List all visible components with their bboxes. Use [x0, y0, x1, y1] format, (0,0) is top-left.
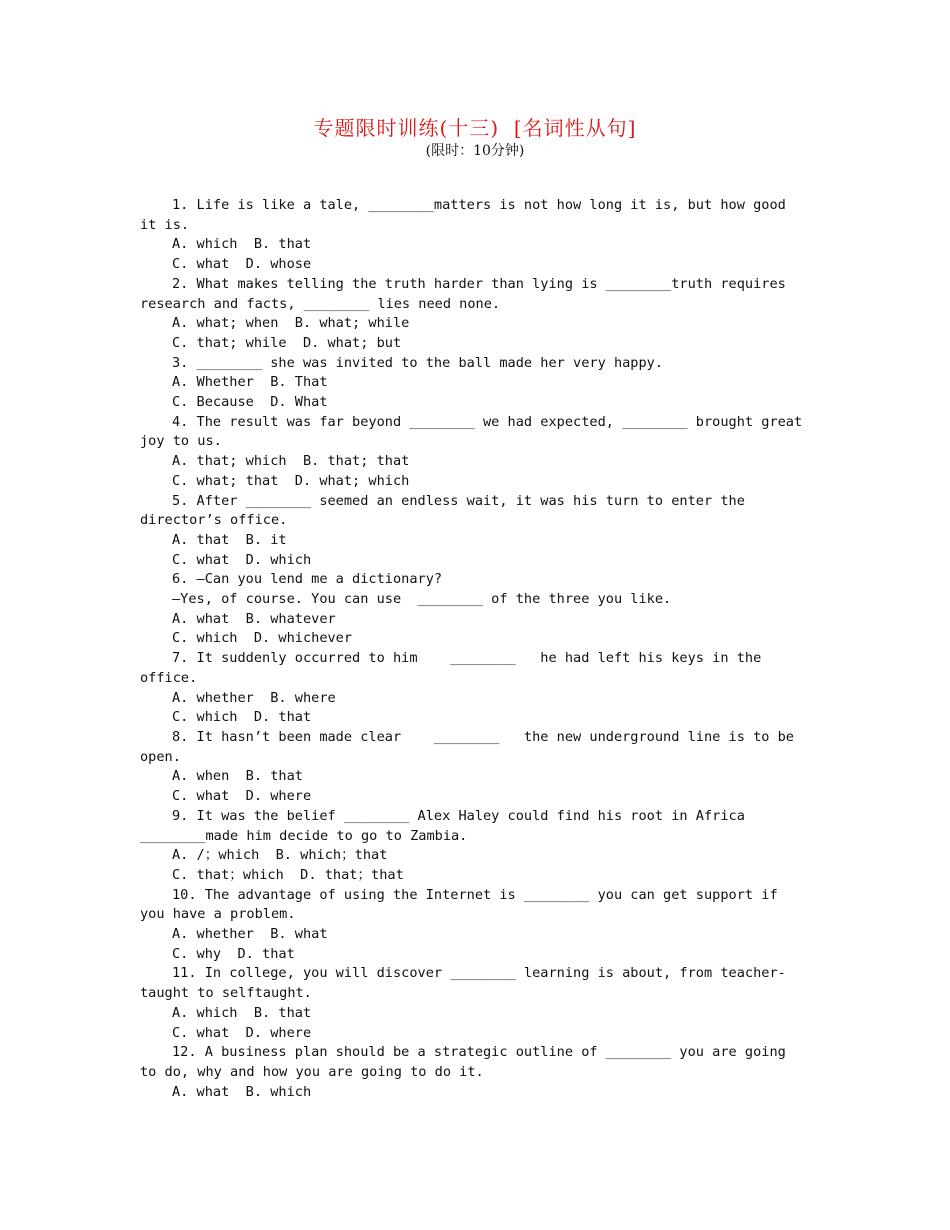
question-options: A. /；which B. which；that: [172, 847, 388, 864]
question-6: [140, 570, 810, 649]
question-12: [140, 1043, 810, 1102]
question-options: A. whether B. where: [172, 689, 336, 706]
question-3: [140, 354, 810, 413]
question-stem: 5. After ________ seemed an endless wait, it was his turn to enter the director’s office.: [140, 492, 754, 529]
question-stem: 3. ________ she was invited to the ball made her very happy.: [172, 354, 664, 371]
question-options: C. what D. where: [172, 788, 312, 805]
question-stem: 2. What makes telling the truth harder than lying is ________truth requires research and facts, ________ lies need none.: [140, 275, 794, 312]
question-options: A. what B. whatever: [172, 610, 336, 627]
question-stem: 12. A business plan should be a strategic outline of ________ you are going to do, why and how you are going to do it.: [140, 1044, 794, 1080]
question-8: [140, 728, 810, 807]
question-options: C. what D. whose: [172, 256, 312, 273]
question-options: A. whether B. what: [172, 926, 328, 943]
question-options: A. which B. that: [172, 236, 312, 253]
question-options: A. Whether B. That: [172, 374, 328, 391]
question-reply: —Yes, of course. You can use ________ of the three you like.: [172, 591, 672, 608]
question-options: C. what; that D. what; which: [172, 472, 410, 489]
question-stem: 9. It was the belief ________ Alex Haley could find his root in Africa ________made him decide to go to Zambia.: [140, 807, 754, 844]
question-9: [140, 807, 810, 886]
question-2: [140, 275, 810, 354]
question-options: A. what; when B. what; while: [172, 315, 410, 332]
page-title: 专题限时训练(十三) [名词性从句]: [313, 116, 637, 140]
question-options: A. what B. which: [172, 1083, 312, 1100]
question-options: C. what D. which: [172, 551, 312, 568]
question-options: C. what D. where: [172, 1024, 312, 1041]
question-list: [140, 196, 810, 1102]
question-stem: 10. The advantage of using the Internet is ________ you can get support if you have a problem.: [140, 886, 786, 923]
question-stem: 4. The result was far beyond ________ we had expected, ________ brought great joy to us.: [140, 413, 811, 450]
question-options: A. that B. it: [172, 531, 287, 548]
question-11: [140, 964, 810, 1043]
question-options: A. which B. that: [172, 1004, 312, 1021]
question-stem: 11. In college, you will discover ________ learning is about, from teacher-taught to selftaught.: [140, 965, 786, 1002]
question-4: [140, 413, 810, 492]
question-5: [140, 492, 810, 571]
question-stem: 8. It hasn’t been made clear ________ the new underground line is to be open.: [140, 728, 803, 765]
question-1: [140, 196, 810, 275]
question-options: C. Because D. What: [172, 394, 328, 411]
question-stem: 1. Life is like a tale, ________matters is not how long it is, but how good it is.: [140, 197, 794, 233]
time-limit-subtitle: (限时：10分钟): [425, 143, 525, 159]
question-options: C. that；which D. that；that: [172, 866, 404, 883]
question-stem: 6. —Can you lend me a dictionary?: [172, 571, 443, 588]
question-10: [140, 886, 810, 965]
question-options: C. that; while D. what; but: [172, 334, 402, 351]
question-stem: 7. It suddenly occurred to him ________ he had left his keys in the office.: [140, 650, 770, 686]
question-options: A. that; which B. that; that: [172, 453, 410, 470]
question-options: C. which D. whichever: [172, 630, 353, 647]
question-options: C. why D. that: [172, 945, 295, 962]
question-options: A. when B. that: [172, 768, 303, 785]
question-7: [140, 649, 810, 728]
question-options: C. which D. that: [172, 709, 312, 726]
